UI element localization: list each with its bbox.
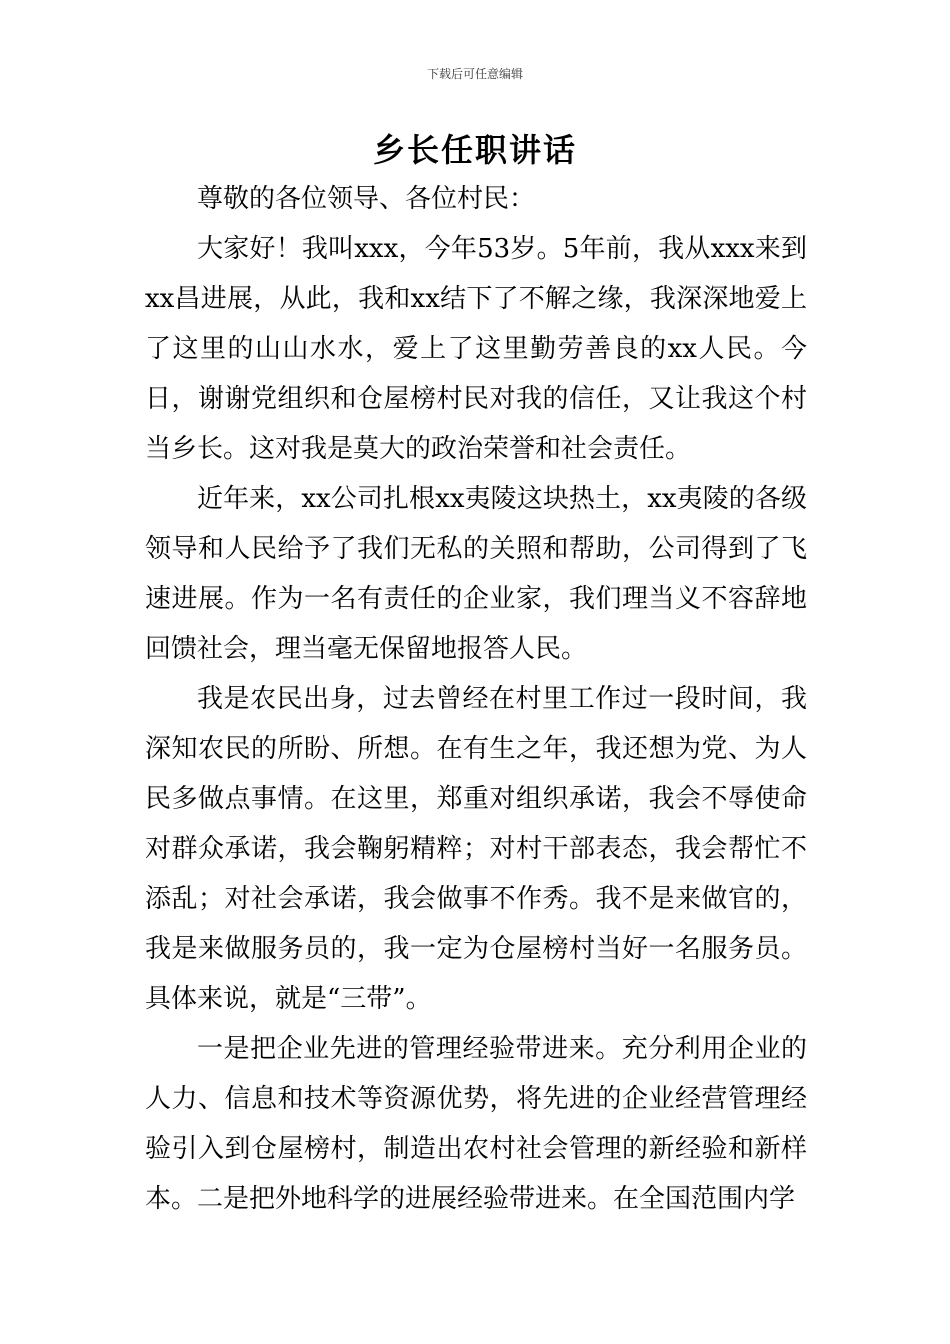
body-paragraph: 大家好！我叫xxx，今年53岁。5年前，我从xxx来到xx昌进展，从此，我和xx结下了不解之缘，我深深地爱上了这里的山山水水，爱上了这里勤劳善良的xx人民。今日，谢谢党组织和仓屋榜村民对我的信任，又让我这个村当乡长。这对我是莫大的政治荣誉和社会责任。 <box>145 234 807 464</box>
header-note: 下载后可任意编辑 <box>426 67 523 81</box>
salutation-paragraph: 尊敬的各位领导、各位村民： <box>197 184 536 214</box>
body-paragraph: 近年来，xx公司扎根xx夷陵这块热土，xx夷陵的各级领导和人民给予了我们无私的关照和帮助，公司得到了飞速进展。作为一名有责任的企业家，我们理当义不容辞地回馈社会，理当毫无保留地报答人民。 <box>145 484 807 664</box>
body-paragraph: 一是把企业先进的管理经验带进来。充分利用企业的人力、信息和技术等资源优势，将先进的企业经营管理经验引入到仓屋榜村，制造出农村社会管理的新经验和新样本。二是把外地科学的进展经验带进来。在全国范围内学 <box>145 1034 807 1214</box>
body-paragraph: 我是农民出身，过去曾经在村里工作过一段时间，我深知农民的所盼、所想。在有生之年，我还想为党、为人民多做点事情。在这里，郑重对组织承诺，我会不辱使命对群众承诺，我会鞠躬精粹；对村干部表态，我会帮忙不添乱；对社会承诺，我会做事不作秀。我不是来做官的，我是来做服务员的，我一定为仓屋榜村当好一名服务员。具体来说，就是“三带”。 <box>145 684 807 1014</box>
document-title: 乡长任职讲话 <box>372 131 577 169</box>
document-body <box>145 174 807 1224</box>
